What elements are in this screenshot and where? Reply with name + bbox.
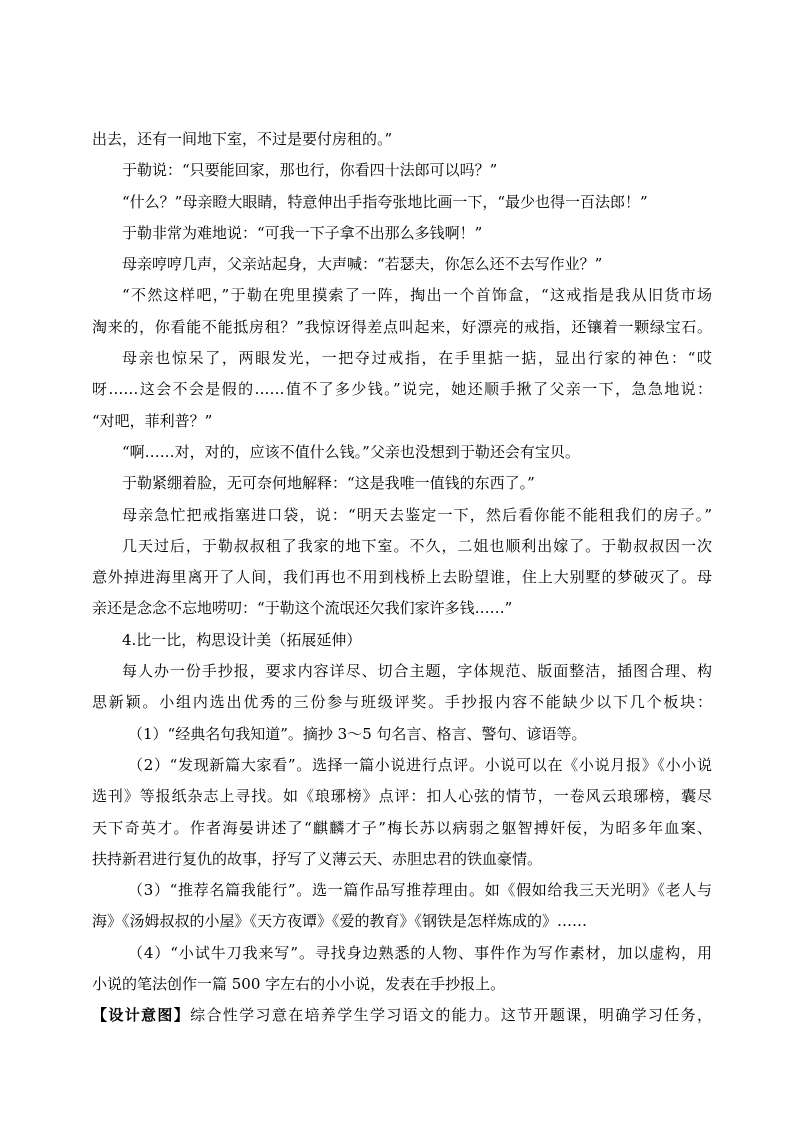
text-line: 淘来的，你看能不能抵房租？”我惊讶得差点叫起来，好漂亮的戒指，还镶着一颗绿宝石。	[92, 317, 712, 336]
text-line: 选刊》等报纸杂志上寻找。如《琅琊榜》点评：扣人心弦的情节，一卷风云琅琊榜，囊尽	[92, 787, 712, 806]
design-intent-text: 综合性学习意在培养学生学习语文的能力。这节开题课，明确学习任务，	[190, 1006, 712, 1025]
text-line: 亲还是念念不忘地唠叨：“于勒这个流氓还欠我们家许多钱……”	[92, 599, 513, 618]
text-line: “啊……对，对的，应该不值什么钱。”父亲也没想到于勒还会有宝贝。	[122, 442, 580, 461]
text-line: 扶持新君进行复仇的故事，抒写了义薄云天、赤胆忠君的铁血豪情。	[92, 849, 543, 868]
text-line: 4.比一比，构思设计美（拓展延伸）	[122, 630, 362, 649]
design-intent-line	[92, 1000, 712, 1031]
document-body	[92, 124, 712, 1032]
text-line: （4）“小试牛刀我来写”。寻找身边熟悉的人物、事件作为写作素材，加以虚构，用	[128, 943, 712, 962]
text-line: 意外掉进海里离开了人间，我们再也不用到栈桥上去盼望谁，住上大别墅的梦破灭了。母	[92, 568, 712, 587]
design-intent-label: 【设计意图】	[92, 1006, 191, 1025]
text-line: 几天过后，于勒叔叔租了我家的地下室。不久，二姐也顺利出嫁了。于勒叔叔因一次	[122, 536, 712, 555]
text-line: （2）“发现新篇大家看”。选择一篇小说进行点评。小说可以在《小说月报》《小小说	[128, 755, 712, 774]
text-line: （3）“推荐名篇我能行”。选一篇作品写推荐理由。如《假如给我三天光明》《老人与	[128, 881, 712, 900]
text-line: “不然这样吧，”于勒在兜里摸索了一阵，掏出一个首饰盒，“这戒指是我从旧货市场	[122, 286, 712, 305]
text-line: （1）“经典名句我知道”。摘抄 3～5 句名言、格言、警句、谚语等。	[128, 724, 587, 743]
text-line: 海》《汤姆叔叔的小屋》《天方夜谭》《爱的教育》《钢铁是怎样炼成的》……	[92, 912, 588, 931]
text-line: 小说的笔法创作一篇 500 字左右的小小说，发表在手抄报上。	[92, 975, 506, 994]
text-line: 每人办一份手抄报，要求内容详尽、切合主题，字体规范、版面整洁，插图合理、构	[122, 662, 712, 681]
text-line: 母亲急忙把戒指塞进口袋，说：“明天去鉴定一下，然后看你能不能租我们的房子。”	[122, 505, 712, 524]
text-line: 思新颖。小组内选出优秀的三份参与班级评奖。手抄报内容不能缺少以下几个板块：	[92, 693, 712, 712]
text-line: 天下奇英才。作者海晏讲述了“麒麟才子”梅长苏以病弱之躯智搏奸佞，为昭多年血案、	[92, 818, 712, 837]
text-line: “什么？”母亲瞪大眼睛，特意伸出手指夸张地比画一下，“最少也得一百法郎！”	[122, 192, 648, 211]
text-line: 出去，还有一间地下室，不过是要付房租的。”	[92, 130, 393, 148]
text-line: 母亲哼哼几声，父亲站起身，大声喊：“若瑟夫，你怎么还不去写作业？”	[122, 255, 603, 274]
text-line: 于勒非常为难地说：“可我一下子拿不出那么多钱啊！”	[122, 223, 483, 242]
text-line: 呀……这会不会是假的……值不了多少钱。”说完，她还顺手揪了父亲一下，急急地说：	[92, 380, 712, 399]
text-line: 母亲也惊呆了，两眼发光，一把夺过戒指，在手里掂一掂，显出行家的神色：“哎	[122, 349, 712, 368]
text-line: 于勒紧绷着脸，无可奈何地解释：“这是我唯一值钱的东西了。”	[122, 474, 535, 493]
text-line: 于勒说：“只要能回家，那也行，你看四十法郎可以吗？”	[122, 161, 498, 180]
text-line: “对吧，菲利普？”	[92, 411, 213, 430]
